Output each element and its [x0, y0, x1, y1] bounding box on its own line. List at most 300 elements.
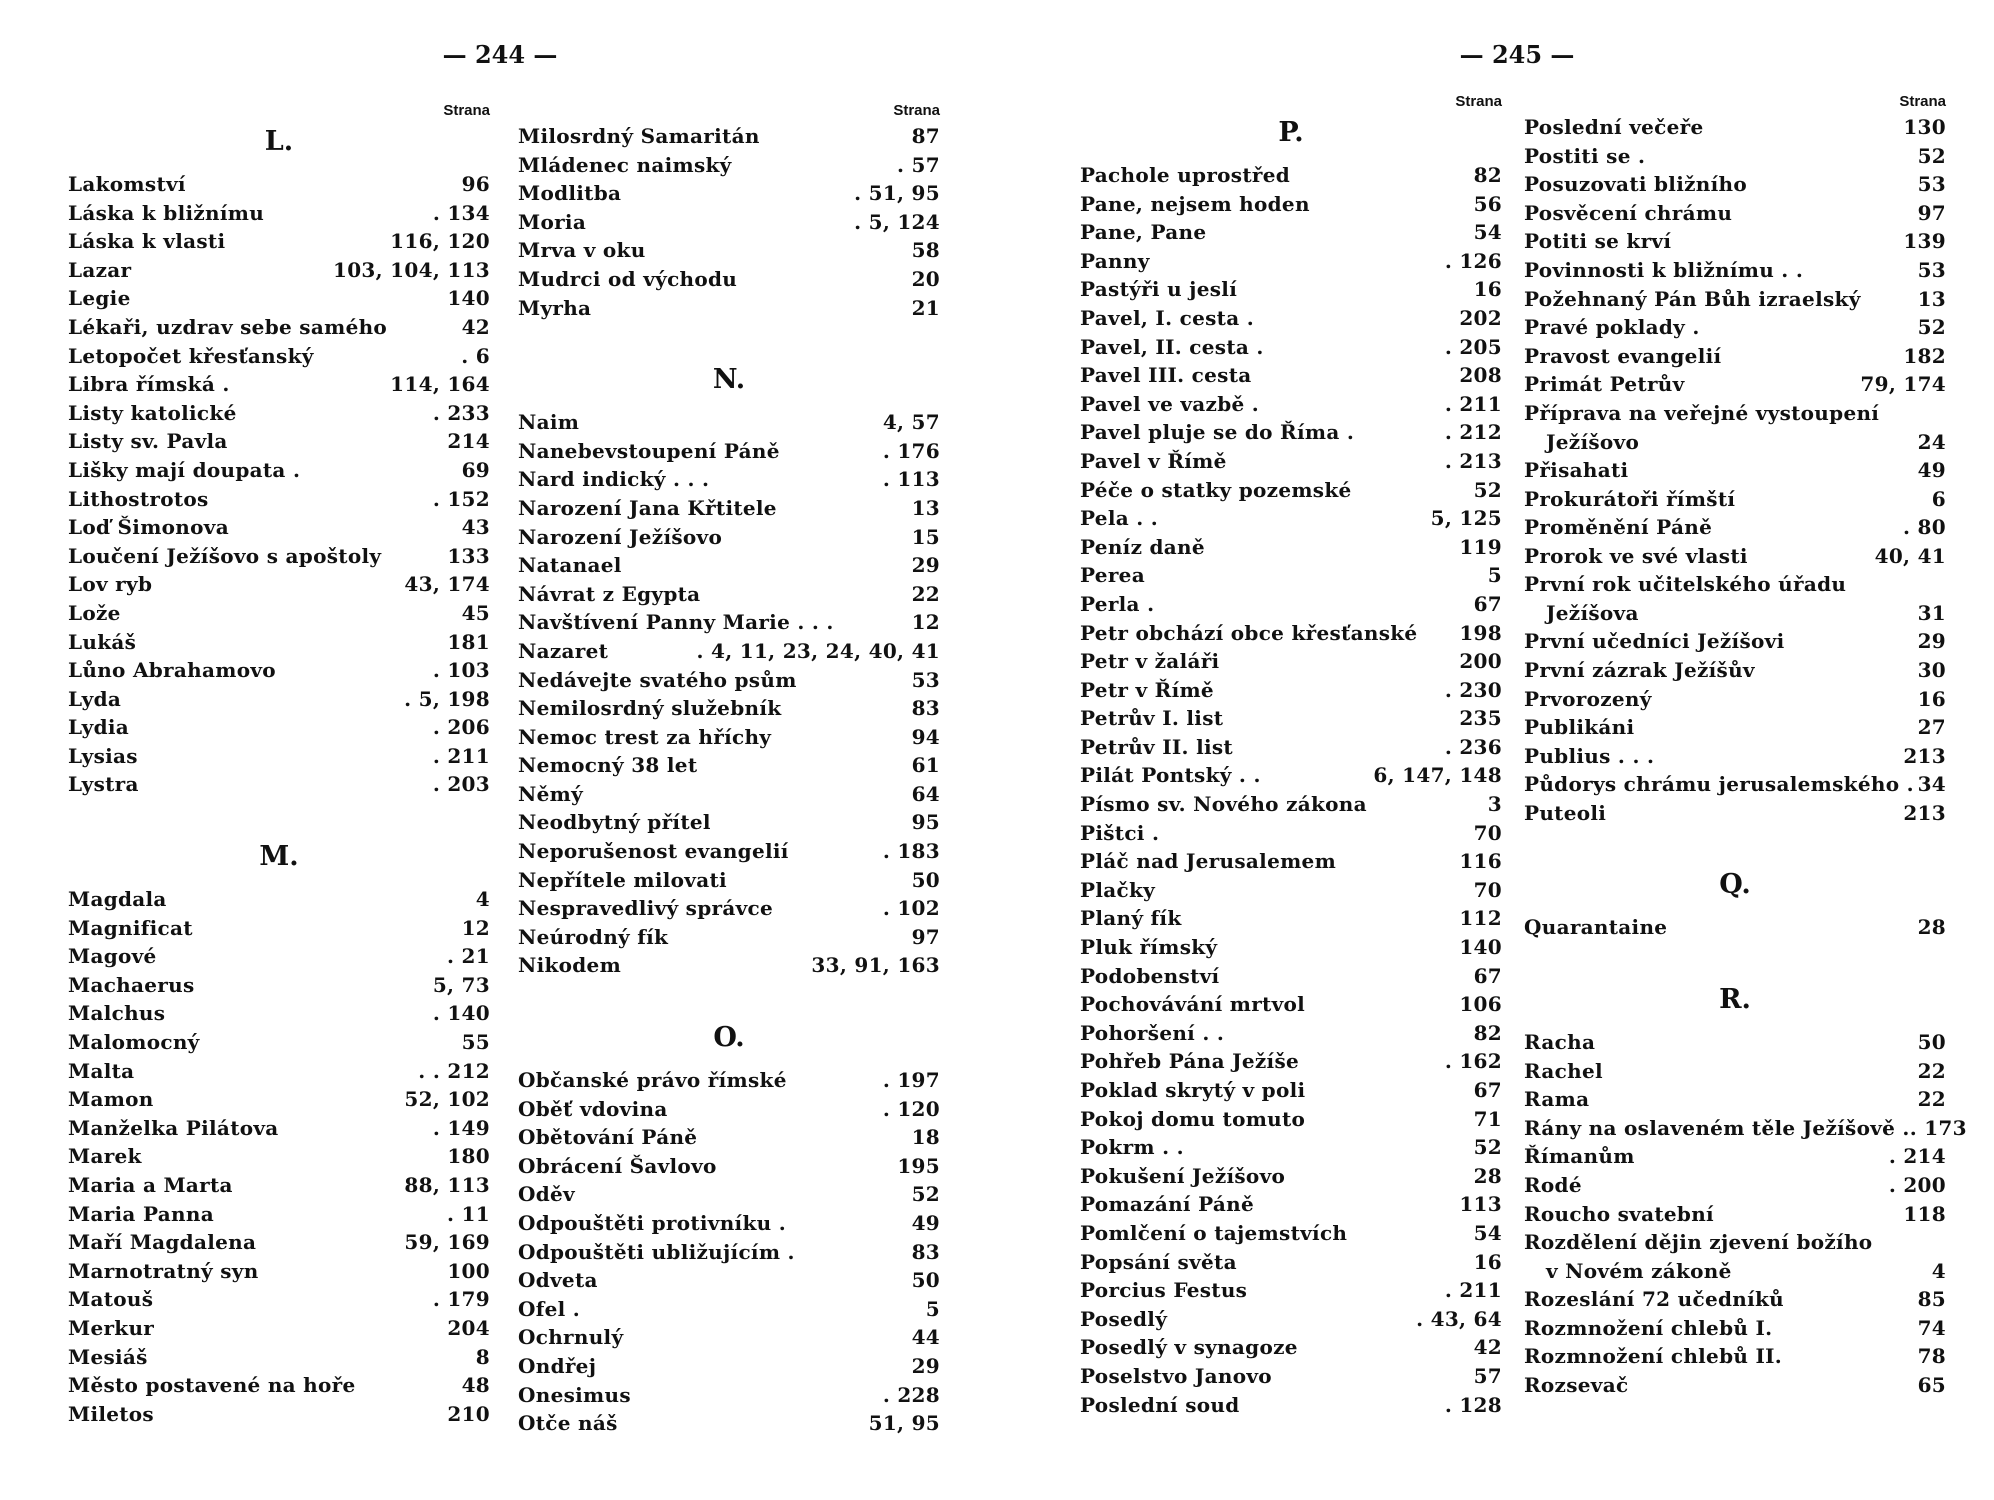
index-entry	[68, 1285, 490, 1314]
entry-pages: . 211	[1444, 1278, 1502, 1303]
index-entry	[1080, 247, 1502, 276]
entry-term: Lukáš	[68, 629, 137, 654]
entry-pages: . 149	[432, 1115, 490, 1140]
entry-pages: 55	[461, 1030, 490, 1055]
index-entry	[1524, 1200, 1946, 1229]
entry-term: Pištci .	[1080, 820, 1160, 845]
index-entry	[68, 570, 490, 599]
index-entry	[68, 1343, 490, 1372]
entry-pages: 43, 174	[404, 572, 490, 597]
index-entry	[518, 1266, 940, 1295]
entry-term: Onesimus	[518, 1382, 631, 1407]
entry-pages: 116	[1459, 849, 1502, 874]
entry-term: Ochrnulý	[518, 1325, 624, 1350]
index-entry	[68, 456, 490, 485]
entry-pages: 58	[911, 238, 940, 263]
entry-term: Nemoc trest za hříchy	[518, 724, 772, 749]
index-entry	[518, 923, 940, 952]
entry-pages: . 183	[882, 839, 940, 864]
entry-term: Péče o statky pozemské	[1080, 477, 1352, 502]
entry-pages: . 228	[882, 1382, 940, 1407]
index-entry	[68, 342, 490, 371]
entry-term: Panny	[1080, 248, 1150, 273]
index-entry	[1524, 1342, 1946, 1371]
entry-pages: 44	[911, 1325, 940, 1350]
entry-term: Magové	[68, 944, 157, 969]
entry-pages: 30	[1917, 657, 1946, 682]
index-entry	[1080, 1162, 1502, 1191]
entry-pages: 52	[1917, 143, 1946, 168]
entry-pages: . 80	[1903, 515, 1946, 540]
entry-pages: . 205	[1444, 334, 1502, 359]
entry-pages: 88, 113	[404, 1173, 490, 1197]
entry-term: Odpouštěti protivníku .	[518, 1211, 786, 1235]
index-entry	[1080, 275, 1502, 304]
entry-term: Ondřej	[518, 1353, 597, 1378]
index-entry	[68, 999, 490, 1028]
entry-pages: 67	[1473, 963, 1502, 988]
entry-term: Láska k bližnímu	[68, 200, 265, 225]
index-entry	[1080, 819, 1502, 848]
index-entry	[68, 1200, 490, 1229]
entry-pages: 74	[1917, 1315, 1946, 1340]
entry-term: Lůno Abrahamovo	[68, 658, 276, 683]
index-entry	[1080, 190, 1502, 219]
index-entry	[68, 914, 490, 943]
entry-term: Obrácení Šavlovo	[518, 1153, 717, 1178]
index-entry	[518, 808, 940, 837]
section-letter: O.	[713, 1022, 745, 1054]
entry-term: Manželka Pilátova	[68, 1115, 279, 1140]
entry-term: Nespravedlivý správce	[518, 896, 774, 921]
index-entry	[1080, 218, 1502, 247]
entry-term: Občanské právo římské	[518, 1068, 787, 1093]
index-entry	[1080, 1248, 1502, 1277]
entry-pages: 22	[1917, 1087, 1946, 1112]
entry-pages: 50	[1917, 1030, 1946, 1055]
entry-term: Oděv	[518, 1182, 575, 1207]
entry-term: Pochovávání mrtvol	[1080, 992, 1306, 1017]
entry-term: Písmo sv. Nového zákona	[1080, 792, 1367, 817]
entry-term: Němý	[518, 781, 583, 806]
index-entry	[1524, 1171, 1946, 1200]
index-entry	[68, 513, 490, 542]
index-entry	[68, 1114, 490, 1143]
entry-pages: . 214	[1888, 1144, 1946, 1169]
strana-header: Strana	[443, 102, 490, 119]
entry-pages: 5	[1487, 563, 1502, 588]
entry-term: Magdala	[68, 887, 167, 912]
entry-term: Nepřítele milovati	[518, 867, 727, 892]
entry-pages: 12	[911, 610, 940, 635]
section-letter: L.	[264, 126, 294, 157]
entry-pages: 27	[1917, 715, 1946, 740]
entry-term-continued: v Novém zákoně	[1546, 1258, 1732, 1283]
entry-term: Láska k vlasti	[68, 229, 226, 254]
entry-pages: 95	[911, 810, 940, 835]
index-entry	[1524, 685, 1946, 714]
section-letter: R.	[1719, 984, 1751, 1016]
entry-pages: . . 212	[418, 1058, 490, 1083]
index-entry	[518, 122, 940, 151]
entry-pages: . 21	[447, 944, 490, 969]
entry-term: Požehnaný Pán Bůh izraelský	[1524, 286, 1861, 311]
entry-pages: . 57	[897, 152, 940, 177]
index-entry	[518, 236, 940, 265]
entry-pages: 83	[911, 696, 940, 721]
entry-pages: 78	[1917, 1344, 1946, 1369]
index-entry	[1524, 742, 1946, 771]
entry-pages: 49	[1917, 457, 1946, 482]
index-entry	[68, 542, 490, 571]
entry-pages: 200	[1459, 649, 1502, 674]
entry-term: Postiti se .	[1524, 143, 1646, 168]
entry-term: Pokoj domu tomuto	[1080, 1106, 1306, 1131]
index-entry	[1524, 1285, 1946, 1314]
entry-pages: 52, 102	[404, 1087, 490, 1112]
index-entry	[68, 1314, 490, 1343]
entry-pages: 5	[925, 1296, 940, 1321]
entry-pages: . 206	[432, 715, 490, 740]
entry-pages: . 103	[432, 658, 490, 683]
entry-pages: 52	[1473, 1135, 1502, 1160]
entry-term: Mesiáš	[68, 1344, 148, 1369]
entry-pages: . 102	[882, 896, 940, 921]
index-entry	[1080, 847, 1502, 876]
entry-term: Nikodem	[518, 953, 622, 978]
entry-term: Posuzovati bližního	[1524, 172, 1747, 197]
index-entry	[68, 370, 490, 399]
index-entry	[518, 637, 940, 666]
entry-term: Listy katolické	[68, 400, 237, 425]
entry-pages: 213	[1903, 800, 1946, 825]
index-entry	[1524, 1114, 1967, 1143]
entry-pages: 6, 147, 148	[1373, 763, 1502, 788]
entry-term: Lithostrotos	[68, 486, 209, 511]
index-entry	[518, 723, 940, 752]
entry-term: Odveta	[518, 1268, 598, 1293]
index-entry	[68, 942, 490, 971]
section-letter: N.	[712, 364, 746, 396]
entry-pages: 52	[1473, 477, 1502, 502]
index-entry	[1524, 256, 1946, 285]
entry-term: Rozdělení dějin zjevení božího	[1524, 1230, 1873, 1255]
entry-term: Návrat z Egypta	[518, 581, 701, 606]
entry-term: První zázrak Ježíšův	[1524, 657, 1755, 682]
index-entry	[518, 179, 940, 208]
strana-header: Strana	[893, 102, 940, 119]
entry-pages: 5, 125	[1430, 506, 1502, 531]
index-entry	[1524, 142, 1946, 171]
index-entry	[68, 971, 490, 1000]
entry-term: Marnotratný syn	[68, 1258, 259, 1283]
section-letter: P.	[1278, 117, 1304, 148]
index-entry	[1080, 333, 1502, 362]
index-entry	[1524, 1314, 1946, 1343]
entry-pages: 67	[1473, 591, 1502, 616]
entry-pages: 4, 57	[882, 410, 940, 435]
right-page	[997, 0, 1994, 1500]
entry-term: Pluk římský	[1080, 935, 1218, 960]
entry-term: Malta	[68, 1058, 135, 1083]
entry-pages: 29	[911, 553, 940, 578]
entry-pages: . 211	[432, 743, 490, 768]
entry-pages: 42	[461, 314, 490, 339]
index-entry	[1524, 627, 1946, 656]
entry-pages: . 213	[1444, 448, 1502, 473]
index-entry	[1524, 113, 1946, 142]
entry-pages: 70	[1473, 820, 1502, 845]
entry-pages: 48	[461, 1373, 490, 1398]
entry-term: Mamon	[68, 1087, 154, 1112]
entry-term: Natanael	[518, 553, 622, 578]
entry-term: Maří Magdalena	[68, 1230, 257, 1255]
index-entry	[518, 1295, 940, 1324]
entry-term: Merkur	[68, 1315, 155, 1340]
index-column-3	[1080, 91, 1502, 1419]
entry-term: Pokušení Ježíšovo	[1080, 1163, 1286, 1188]
entry-pages: 31	[1917, 600, 1946, 625]
index-entry	[518, 1209, 940, 1238]
index-entry	[68, 313, 490, 342]
entry-pages: 28	[1917, 915, 1946, 940]
strana-header: Strana	[1899, 93, 1946, 110]
index-entry	[68, 1057, 490, 1086]
entry-pages: . 152	[432, 486, 490, 511]
index-entry	[1524, 227, 1946, 256]
index-entry	[1524, 1085, 1946, 1114]
entry-term: Listy sv. Pavla	[68, 429, 228, 454]
index-entry	[518, 1180, 940, 1209]
entry-pages: 54	[1473, 1220, 1502, 1245]
entry-pages: . 43, 64	[1416, 1306, 1502, 1331]
index-entry	[1524, 342, 1946, 371]
index-entry	[518, 837, 940, 866]
index-entry	[1080, 476, 1502, 505]
entry-pages: 59, 169	[404, 1230, 490, 1255]
entry-pages: . 113	[882, 467, 940, 492]
entry-pages: 53	[911, 667, 940, 692]
entry-pages: 87	[911, 124, 940, 148]
entry-term: Naim	[518, 410, 580, 435]
entry-term: Oběť vdovina	[518, 1096, 668, 1121]
entry-term: Libra římská .	[68, 372, 230, 397]
entry-pages: 16	[1473, 1249, 1502, 1274]
entry-term: Letopočet křesťanský	[68, 343, 314, 368]
index-entry	[1524, 713, 1946, 742]
entry-term: Pohoršení . .	[1080, 1020, 1225, 1045]
entry-pages: 18	[911, 1125, 940, 1150]
entry-pages: 116, 120	[390, 229, 490, 254]
index-entry	[68, 1257, 490, 1286]
entry-term: Malchus	[68, 1001, 166, 1026]
entry-term: Perea	[1080, 563, 1145, 588]
entry-term: Rozsevač	[1524, 1373, 1629, 1397]
entry-pages: . 233	[432, 400, 490, 425]
entry-pages: 118	[1903, 1201, 1946, 1226]
entry-term: Nemilosrdný služebník	[518, 696, 782, 721]
entry-pages: . 197	[882, 1068, 940, 1093]
entry-pages: 22	[911, 581, 940, 606]
entry-pages: 49	[911, 1211, 940, 1235]
index-entry	[1524, 199, 1946, 228]
index-entry	[1080, 590, 1502, 619]
entry-term: Modlitba	[518, 181, 622, 206]
entry-term: Poklad skrytý v poli	[1080, 1078, 1306, 1102]
entry-pages: 50	[911, 1268, 940, 1293]
entry-pages: 198	[1459, 620, 1502, 645]
entry-term: Pavel, I. cesta .	[1080, 305, 1254, 330]
index-entry	[518, 294, 940, 323]
entry-term: Pastýři u jeslí	[1080, 277, 1238, 302]
index-entry	[518, 551, 940, 580]
entry-pages: . 179	[432, 1287, 490, 1312]
entry-term-continued: Ježíšovo	[1546, 429, 1640, 454]
index-entry	[518, 208, 940, 237]
entry-term: Pane, Pane	[1080, 220, 1207, 245]
index-entry	[68, 399, 490, 428]
index-entry	[1080, 1219, 1502, 1248]
entry-pages: 16	[1473, 277, 1502, 302]
index-entry	[1524, 1057, 1946, 1086]
entry-term: Posvěcení chrámu	[1524, 200, 1733, 225]
entry-term: Porcius Festus	[1080, 1278, 1248, 1303]
index-entry	[68, 770, 490, 799]
entry-term: Prvorozený	[1524, 686, 1652, 711]
index-entry	[1080, 1105, 1502, 1134]
entry-pages: 210	[447, 1401, 490, 1426]
entry-term: Petrův I. list	[1080, 706, 1224, 731]
index-entry	[1080, 904, 1502, 933]
entry-pages: 67	[1473, 1078, 1502, 1102]
entry-pages: 214	[447, 429, 490, 454]
index-entry	[68, 685, 490, 714]
entry-pages: . 211	[1444, 391, 1502, 416]
entry-term: Publius . . .	[1524, 743, 1655, 768]
entry-pages: . 6	[461, 343, 490, 368]
index-entry	[518, 751, 940, 780]
index-entry	[1080, 1333, 1502, 1362]
entry-term: Loučení Ježíšovo s apoštoly	[68, 543, 382, 568]
entry-pages: . 162	[1444, 1049, 1502, 1074]
index-entry	[1524, 570, 1946, 627]
index-entry	[68, 1371, 490, 1400]
index-entry	[1080, 733, 1502, 762]
index-entry	[1080, 676, 1502, 705]
entry-term: Lože	[68, 600, 121, 625]
entry-term: Pomazání Páně	[1080, 1192, 1255, 1217]
entry-term: Posedlý v synagoze	[1080, 1335, 1298, 1360]
entry-pages: 61	[911, 753, 940, 778]
entry-pages: 112	[1459, 906, 1502, 931]
entry-term: Petr v žaláři	[1080, 649, 1220, 674]
entry-pages: 21	[911, 295, 940, 320]
entry-pages: 29	[1917, 629, 1946, 654]
index-entry	[1080, 304, 1502, 333]
entry-pages: . 212	[1444, 420, 1502, 445]
entry-term: Povinnosti k bližnímu . .	[1524, 257, 1804, 282]
entry-pages: 83	[911, 1239, 940, 1264]
entry-term: Perla .	[1080, 591, 1155, 616]
entry-term: Lysias	[68, 743, 138, 768]
index-entry	[68, 1142, 490, 1171]
index-entry	[518, 523, 940, 552]
entry-term: Petr obchází obce křesťanské	[1080, 620, 1418, 645]
entry-term: Moria	[518, 209, 587, 234]
entry-term: Lišky mají doupata .	[68, 457, 301, 482]
index-entry	[1080, 1190, 1502, 1219]
entry-pages: 182	[1903, 343, 1946, 368]
entry-term: Navštívení Panny Marie . . .	[518, 610, 834, 635]
entry-term: Ofel .	[518, 1296, 581, 1321]
entry-term: Pela . .	[1080, 506, 1159, 531]
index-entry	[1524, 1371, 1946, 1400]
index-entry	[1080, 1133, 1502, 1162]
entry-term: Poslední soud	[1080, 1392, 1240, 1417]
entry-term: Malomocný	[68, 1030, 200, 1055]
entry-pages: . 4, 11, 23, 24, 40, 41	[696, 638, 940, 663]
index-entry	[518, 1352, 940, 1381]
strana-header: Strana	[1455, 93, 1502, 110]
index-entry	[518, 780, 940, 809]
entry-pages: 53	[1917, 257, 1946, 282]
entry-term: Posedlý	[1080, 1306, 1168, 1331]
index-entry	[1080, 704, 1502, 733]
entry-pages: 20	[911, 266, 940, 291]
index-entry	[1080, 761, 1502, 790]
entry-term: Otče náš	[518, 1411, 618, 1436]
entry-term: Narození Jana Křtitele	[518, 495, 777, 520]
entry-pages: 100	[447, 1258, 490, 1283]
entry-pages: 181	[447, 629, 490, 654]
entry-term: Popsání světa	[1080, 1249, 1237, 1274]
entry-term: Lakomství	[68, 172, 186, 196]
index-entry	[1080, 1076, 1502, 1105]
index-entry	[518, 666, 940, 695]
index-entry	[1524, 513, 1946, 542]
index-entry	[1080, 161, 1502, 190]
entry-term: Legie	[68, 286, 131, 311]
index-entry	[1524, 1142, 1946, 1171]
index-entry	[68, 628, 490, 657]
index-entry	[518, 265, 940, 294]
section-letter: M.	[259, 841, 299, 873]
entry-pages: . 5, 124	[854, 209, 940, 234]
entry-pages: 65	[1917, 1373, 1946, 1397]
entry-pages: 96	[461, 172, 490, 196]
entry-pages: . 51, 95	[854, 181, 940, 206]
entry-pages: 140	[1459, 935, 1502, 960]
entry-pages: . 134	[432, 200, 490, 225]
entry-term: Proměnění Páně	[1524, 515, 1713, 540]
entry-term: Pohřeb Pána Ježíše	[1080, 1049, 1300, 1074]
page-number-left: — 244 —	[442, 40, 558, 69]
entry-pages: . 120	[882, 1096, 940, 1121]
index-entry	[518, 465, 940, 494]
entry-pages: 52	[1917, 315, 1946, 340]
index-column-1	[68, 100, 490, 1428]
entry-pages: 213	[1903, 743, 1946, 768]
index-entry	[1524, 456, 1946, 485]
entry-term: Nard indický . . .	[518, 467, 710, 492]
entry-pages: 97	[1917, 200, 1946, 225]
entry-term: Přisahati	[1524, 457, 1629, 482]
entry-pages: 50	[911, 867, 940, 892]
entry-pages: 15	[911, 524, 940, 549]
entry-term: Neúrodný fík	[518, 924, 669, 949]
entry-term-continued: Ježíšova	[1546, 600, 1639, 625]
index-column-4	[1524, 91, 1967, 1400]
